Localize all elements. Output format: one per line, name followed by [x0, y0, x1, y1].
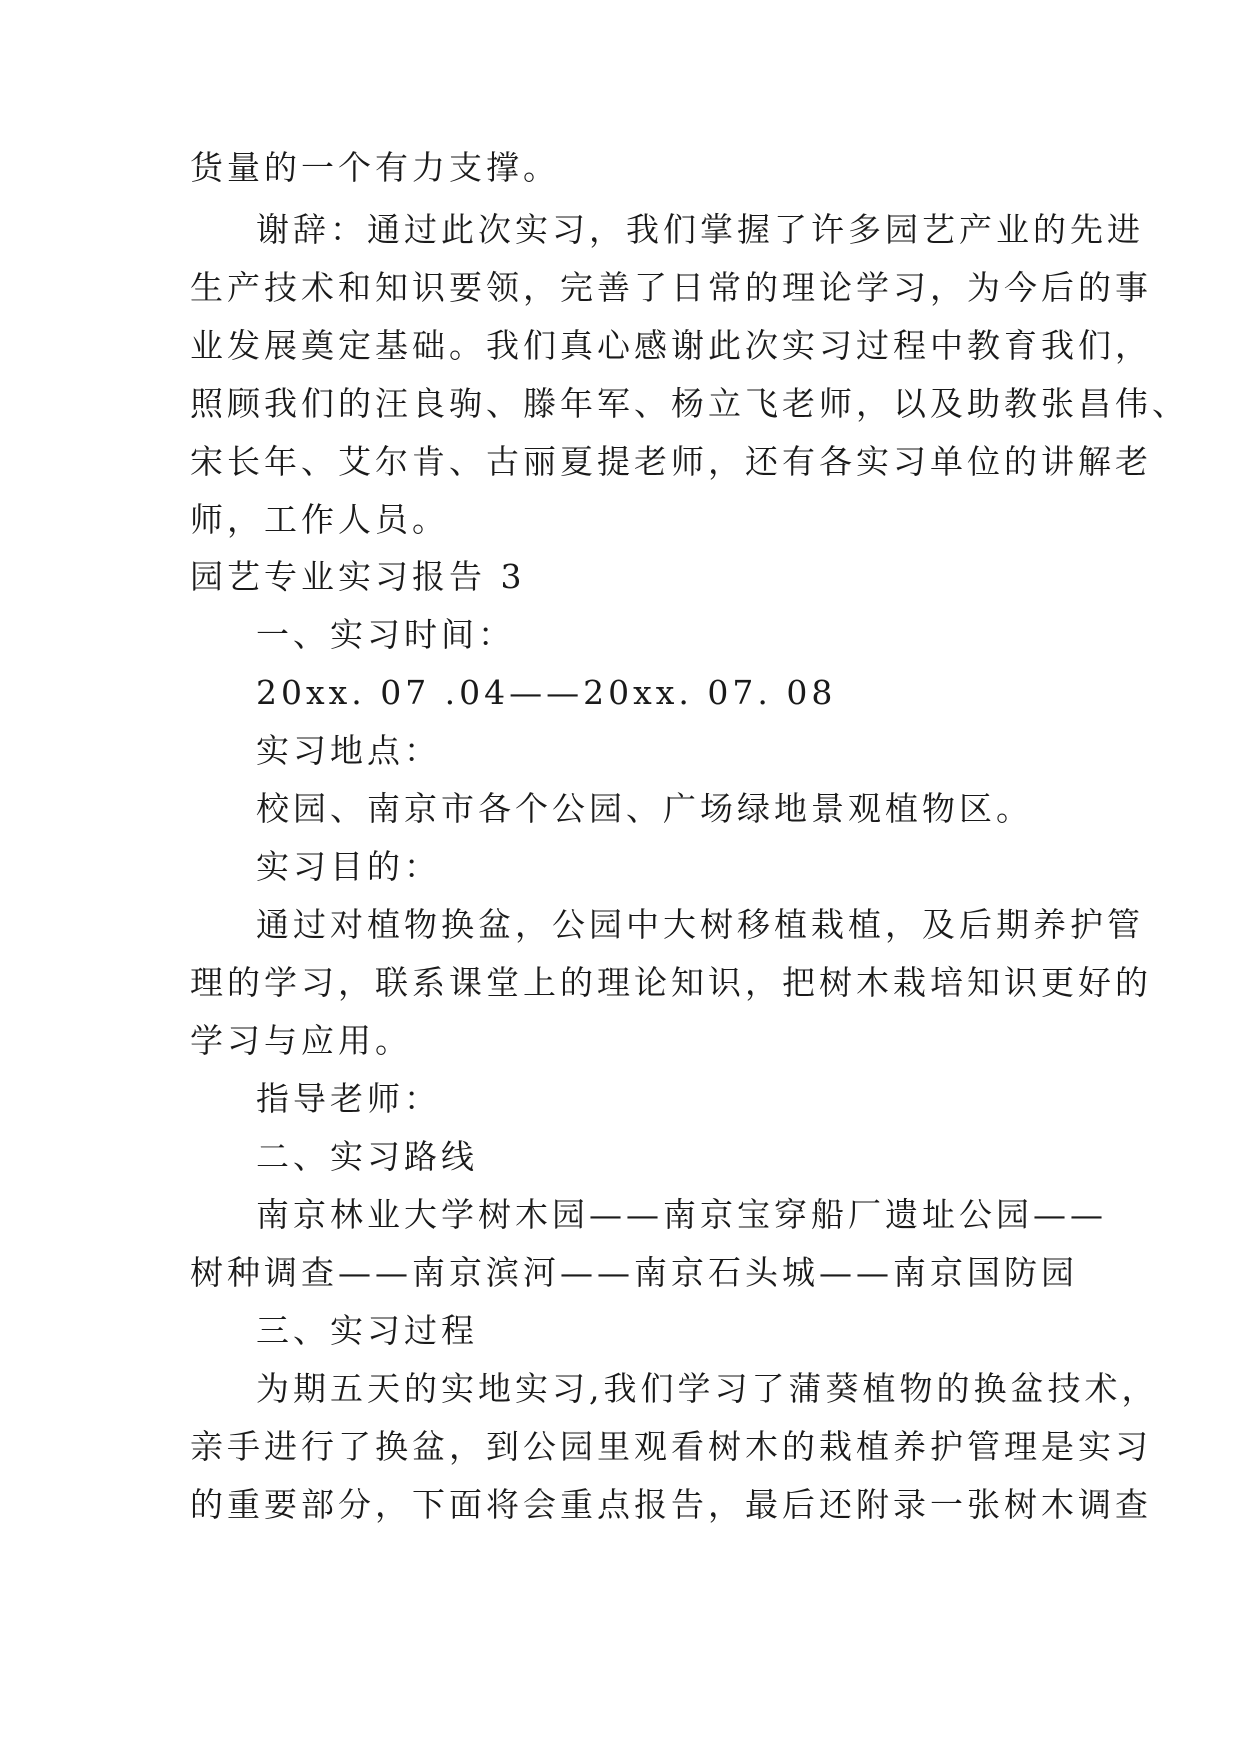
heading-internship-location: 实习地点： — [256, 731, 441, 770]
heading-supervisor: 指导老师： — [256, 1079, 441, 1118]
paragraph-line: 的重要部分，下面将会重点报告，最后还附录一张树木调查 — [190, 1485, 1152, 1524]
section-title: 园艺专业实习报告 3 — [190, 557, 526, 596]
paragraph-line: 亲手进行了换盆，到公园里观看树木的栽植养护管理是实习 — [190, 1427, 1152, 1466]
paragraph-line: 通过对植物换盆，公园中大树移植栽植，及后期养护管 — [256, 905, 1144, 944]
paragraph-line: 宋长年、艾尔肯、古丽夏提老师，还有各实习单位的讲解老 — [190, 442, 1152, 481]
heading-internship-process: 三、实习过程 — [256, 1311, 478, 1350]
route-line: 南京林业大学树木园——南京宝穿船厂遗址公园—— — [256, 1195, 1107, 1234]
internship-dates: 20xx. 07 .04——20xx. 07. 08 — [256, 673, 837, 712]
paragraph-line: 学习与应用。 — [190, 1021, 412, 1060]
paragraph-line: 师，工作人员。 — [190, 500, 449, 539]
paragraph-line: 照顾我们的汪良驹、滕年军、杨立飞老师，以及助教张昌伟、 — [190, 384, 1189, 423]
heading-internship-purpose: 实习目的： — [256, 847, 441, 886]
route-line: 树种调查——南京滨河——南京石头城——南京国防园 — [190, 1253, 1078, 1292]
paragraph-line: 生产技术和知识要领，完善了日常的理论学习，为今后的事 — [190, 268, 1152, 307]
paragraph-line: 理的学习，联系课堂上的理论知识，把树木栽培知识更好的 — [190, 963, 1152, 1002]
paragraph-line: 业发展奠定基础。我们真心感谢此次实习过程中教育我们， — [190, 326, 1152, 365]
heading-internship-route: 二、实习路线 — [256, 1137, 478, 1176]
heading-internship-time: 一、实习时间： — [256, 615, 515, 654]
paragraph-line: 货量的一个有力支撑。 — [190, 148, 560, 187]
internship-location: 校园、南京市各个公园、广场绿地景观植物区。 — [256, 789, 1033, 828]
paragraph-line: 为期五天的实地实习,我们学习了蒲葵植物的换盆技术， — [256, 1369, 1159, 1408]
acknowledgement-line: 谢辞：通过此次实习，我们掌握了许多园艺产业的先进 — [256, 210, 1144, 249]
